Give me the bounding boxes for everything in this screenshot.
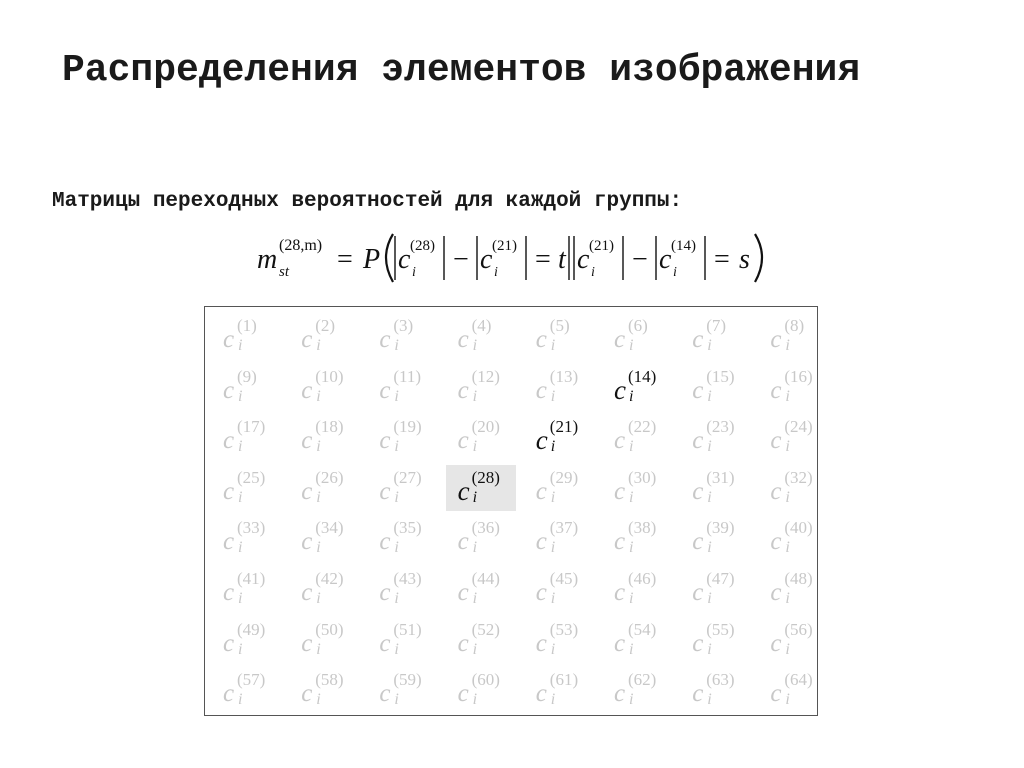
grid-cell-subscript: i [394,438,399,456]
grid-cell-index: (40) [784,518,813,538]
slide-subtitle: Матрицы переходных вероятностей для каждой группы: [52,190,683,213]
grid-cell-index: (41) [237,569,266,588]
grid-cell-symbol: c [770,326,782,353]
grid-cell-index: (35) [393,518,422,538]
grid-cell [758,313,828,359]
grid-cell-index: (44) [471,569,500,588]
slide-title: Распределения элементов изображения [62,49,861,92]
grid-cell-subscript: i [707,438,712,456]
grid-cell-subscript: i [316,539,321,557]
grid-cell-symbol: c [692,629,704,657]
grid-cell-symbol: c [457,579,469,606]
grid-cell-subscript: i [707,590,712,607]
grid-cell-index: (27) [393,467,422,487]
grid-cell-index: (55) [706,619,735,639]
grid-cell-index: (43) [393,569,422,588]
grid-cell-subscript: i [394,640,399,658]
grid-cell-symbol: c [535,477,547,505]
grid-cell [602,566,672,612]
grid-cell-subscript: i [785,488,790,506]
grid-cell-symbol: c [692,477,704,505]
grid-cell-subscript: i [238,438,243,456]
grid-cell-index: (30) [628,467,657,487]
grid-cell-symbol: c [379,427,391,455]
grid-cell-subscript: i [707,337,712,354]
grid-cell [367,414,437,460]
grid-cell-symbol: c [692,528,704,556]
grid-cell-index: (48) [784,569,813,588]
grid-cell-index: (32) [784,467,813,487]
grid-cell [524,465,594,511]
grid-cell-index: (53) [549,619,579,639]
grid-cell-subscript: i [472,691,478,709]
grid-cell-subscript: i [472,438,478,456]
grid-cell-subscript: i [394,691,399,709]
grid-cell-symbol: c [223,528,235,556]
grid-cell-subscript: i [629,640,634,658]
grid-cell [680,566,750,612]
grid-cell-subscript: i [394,337,399,354]
grid-cell-symbol: c [457,475,470,506]
grid-cell-subscript: i [629,488,634,506]
grid-cell-index: (2) [315,316,336,335]
grid-cell-symbol: c [692,427,704,455]
grid-cell-symbol: c [379,477,391,505]
grid-cell-symbol: c [770,427,782,455]
grid-cell-index: (26) [315,467,344,487]
grid-cell [758,414,828,460]
formula-index-21b: (21) [589,238,614,254]
grid-cell-subscript: i [707,640,712,658]
grid-cell-symbol: c [692,376,704,404]
grid-cell-index: (20) [471,417,500,437]
grid-cell-index: (15) [706,366,735,386]
formula-s: s [739,244,750,275]
formula-index-14: (14) [671,238,696,254]
grid-cell-index: (50) [315,619,344,639]
grid-cell-index: (63) [706,670,735,690]
grid-cell [367,515,437,561]
grid-cell [524,566,594,612]
grid-cell-index: (39) [706,518,735,538]
grid-cell-symbol: c [301,376,313,404]
formula-i-3: i [591,265,595,280]
grid-cell-index: (3) [393,316,414,335]
transition-probability-formula [255,226,775,288]
grid-cell-symbol: c [301,477,313,505]
grid-cell [758,566,828,612]
grid-cell-symbol: c [223,477,235,505]
grid-cell-symbol: c [614,477,626,505]
grid-cell-symbol: c [614,374,626,405]
grid-cell-symbol: c [535,629,547,657]
grid-cell [446,414,516,460]
grid-cell-subscript: i [238,488,243,506]
grid-cell [602,364,672,410]
grid-cell-index: (46) [628,569,657,588]
grid-cell-symbol: c [457,528,469,556]
formula-m-superscript: (28,m) [279,237,323,254]
grid-cell-symbol: c [379,629,391,657]
grid-cell-symbol: c [614,528,626,556]
grid-cell-symbol: c [301,629,313,657]
grid-cell [446,566,516,612]
grid-cell [602,617,672,663]
grid-cell [367,566,437,612]
grid-cell-symbol: c [379,376,391,404]
grid-cell-subscript: i [394,488,399,506]
grid-cell-index: (45) [549,569,579,588]
grid-cell-symbol: c [535,326,547,353]
grid-cell-index: (60) [471,670,500,690]
formula-m: m [257,244,278,275]
grid-cell-index: (22) [628,417,657,437]
grid-cell-index: (25) [237,467,266,487]
grid-cell [289,515,359,561]
grid-cell-symbol: c [692,680,704,708]
grid-cell-subscript: i [550,590,556,607]
grid-cell-symbol: c [457,376,469,404]
grid-cell-subscript: i [238,387,243,405]
grid-cell-index: (52) [471,619,500,639]
grid-cell [680,313,750,359]
grid-cell [367,313,437,359]
grid-cell-subscript: i [707,539,712,557]
grid-cell-subscript: i [472,337,478,354]
grid-cell-subscript: i [550,691,556,709]
grid-cell-subscript: i [785,590,790,607]
formula-c-1: c [398,244,411,275]
grid-cell-index: (24) [784,417,813,437]
grid-cell-index: (33) [237,518,266,538]
pixel-grid-panel [204,306,818,716]
grid-cell-subscript: i [707,387,712,405]
grid-cell-symbol: c [535,425,548,456]
grid-cell-index: (14) [628,366,657,386]
grid-cell-index: (13) [549,366,579,386]
grid-cell [446,515,516,561]
grid-cell [367,617,437,663]
grid-cell-subscript: i [629,590,634,607]
grid-cell-symbol: c [379,680,391,708]
grid-cell [758,364,828,410]
grid-cell-subscript: i [238,640,243,658]
grid-cell-subscript: i [238,691,243,709]
grid-cell-subscript: i [550,640,556,658]
grid-cell-symbol: c [614,326,626,353]
grid-cell-index: (17) [237,417,266,437]
grid-cell-symbol: c [770,528,782,556]
grid-cell-subscript: i [316,590,321,607]
grid-cell-symbol: c [535,579,547,606]
grid-cell-index: (47) [706,569,735,588]
formula-minus-2: − [632,244,648,275]
grid-cell-symbol: c [223,326,235,353]
grid-cell [524,515,594,561]
grid-cell-symbol: c [457,326,469,353]
grid-cell-subscript: i [785,539,790,557]
formula-minus-1: − [453,244,469,275]
grid-cell-symbol: c [535,680,547,708]
grid-cell [758,617,828,663]
grid-cell [602,667,672,713]
grid-cell-symbol: c [614,680,626,708]
grid-cell-index: (1) [237,316,257,335]
grid-cell [602,414,672,460]
grid-cell-subscript: i [472,539,478,557]
grid-cell-subscript: i [472,640,478,658]
grid-cell-index: (64) [784,670,813,690]
grid-cell [524,617,594,663]
grid-cell [367,364,437,410]
grid-cell-symbol: c [223,629,235,657]
grid-cell-symbol: c [457,680,469,708]
grid-cell-subscript: i [550,387,556,405]
grid-cell [289,414,359,460]
grid-cell-index: (8) [784,316,805,335]
grid-cell-symbol: c [614,427,626,455]
grid-cell [211,364,281,410]
grid-cell-index: (62) [628,670,657,690]
grid-cell-index: (38) [628,518,657,538]
grid-cell-subscript: i [472,387,478,405]
grid-cell-index: (10) [315,366,344,386]
grid-cell [446,313,516,359]
grid-cell-subscript: i [785,387,790,405]
grid-cell-subscript: i [472,488,478,506]
grid-cell-index: (29) [549,467,579,487]
formula-P: P [363,244,381,275]
grid-cell [680,515,750,561]
grid-cell-index: (23) [706,417,735,437]
grid-cell [524,364,594,410]
grid-cell-symbol: c [692,326,704,353]
grid-cell-index: (12) [471,366,500,386]
grid-cell-symbol: c [770,376,782,404]
formula-i-4: i [673,265,677,280]
grid-cell-index: (61) [549,670,579,690]
grid-cell-symbol: c [379,528,391,556]
grid-cell-symbol: c [535,376,547,404]
grid-cell-symbol: c [770,477,782,505]
formula-i-2: i [494,265,498,280]
grid-cell [367,465,437,511]
grid-cell-subscript: i [316,387,321,405]
grid-cell-index: (19) [393,417,422,437]
grid-cell-symbol: c [223,427,235,455]
formula-equals-2: = [535,244,551,275]
grid-cell-subscript: i [785,640,790,658]
grid-cell [289,617,359,663]
grid-cell [680,617,750,663]
grid-cell [211,414,281,460]
grid-cell-symbol: c [223,579,235,606]
grid-cell-index: (37) [549,518,579,538]
grid-cell [680,414,750,460]
grid-cell-symbol: c [535,528,547,556]
formula-equals-1: = [337,244,353,275]
grid-cell-symbol: c [770,680,782,708]
grid-cell [446,667,516,713]
grid-cell-subscript: i [629,337,634,354]
grid-cell-subscript: i [238,337,243,354]
grid-cell-subscript: i [550,488,556,506]
grid-cell-index: (7) [706,316,727,335]
grid-cell-index: (6) [628,316,648,335]
grid-cell-subscript: i [394,590,399,607]
grid-cell-index: (49) [237,619,266,639]
grid-cell-subscript: i [316,337,321,354]
grid-cell-symbol: c [301,680,313,708]
grid-cell [602,313,672,359]
grid-cell [758,667,828,713]
grid-cell-index: (58) [315,670,344,690]
grid-cell [211,617,281,663]
grid-cell-symbol: c [301,427,313,455]
grid-cell [289,313,359,359]
grid-cell-subscript: i [394,387,399,405]
grid-cell [602,515,672,561]
formula-i-1: i [412,265,416,280]
grid-cell-symbol: c [457,629,469,657]
grid-cell-subscript: i [629,438,634,456]
grid-cell-subscript: i [629,691,634,709]
grid-cell-symbol: c [614,579,626,606]
grid-cell-index: (16) [784,366,813,386]
grid-cell [524,414,594,460]
formula-t: t [558,244,566,275]
grid-cell-subscript: i [394,539,399,557]
formula-equals-3: = [714,244,730,275]
grid-cell-subscript: i [629,539,634,557]
grid-cell-subscript: i [785,438,790,456]
grid-cell-index: (11) [393,366,422,386]
grid-cell [211,667,281,713]
formula-c-3: c [577,244,590,275]
grid-cell-index: (28) [471,467,500,487]
grid-cell-subscript: i [550,539,556,557]
grid-cell-symbol: c [301,579,313,606]
grid-cell-symbol: c [223,376,235,404]
grid-cell-index: (56) [784,619,813,639]
grid-cell [446,465,516,511]
grid-cell-subscript: i [472,590,478,607]
grid-cell [680,465,750,511]
grid-cell-symbol: c [457,427,469,455]
grid-cell-symbol: c [379,579,391,606]
grid-cell-subscript: i [550,438,556,456]
grid-cell [680,667,750,713]
grid-cell [289,667,359,713]
grid-cell-subscript: i [316,640,321,658]
grid-cell [211,313,281,359]
grid-cell-symbol: c [770,629,782,657]
grid-cell-symbol: c [614,629,626,657]
formula-m-subscript: st [279,264,290,280]
grid-cell [289,566,359,612]
formula-c-4: c [659,244,672,275]
grid-cell-index: (42) [315,569,344,588]
grid-cell-index: (57) [237,670,266,690]
grid-cell-index: (59) [393,670,422,690]
grid-cell [524,313,594,359]
grid-cell-symbol: c [692,579,704,606]
grid-cell-subscript: i [785,691,790,709]
grid-cell-subscript: i [316,438,321,456]
grid-cell-symbol: c [301,528,313,556]
grid-cell [758,515,828,561]
grid-cell [602,465,672,511]
grid-cell-index: (54) [628,619,657,639]
grid-cell [211,515,281,561]
grid-cell [758,465,828,511]
grid-cell [524,667,594,713]
grid-cell [289,465,359,511]
grid-cell-index: (21) [549,417,579,437]
grid-cell-symbol: c [379,326,391,353]
grid-cell-subscript: i [238,539,243,557]
grid-cell-index: (5) [549,316,570,335]
grid-cell [446,364,516,410]
grid-cell-subscript: i [707,488,712,506]
formula-c-2: c [480,244,493,275]
grid-cell-subscript: i [316,691,321,709]
grid-cell-symbol: c [301,326,313,353]
grid-cell-index: (36) [471,518,500,538]
grid-cell-subscript: i [550,337,556,354]
grid-cell [211,566,281,612]
formula-left-paren [386,234,393,282]
grid-cell-subscript: i [707,691,712,709]
grid-cell [446,617,516,663]
grid-cell [680,364,750,410]
formula-index-28: (28) [410,238,435,254]
grid-cell [289,364,359,410]
grid-cell-subscript: i [785,337,790,354]
grid-cell-index: (18) [315,417,344,437]
grid-cell-symbol: c [223,680,235,708]
formula-index-21: (21) [492,238,517,254]
grid-cell-symbol: c [770,579,782,606]
grid-cell-index: (34) [315,518,344,538]
grid-cell-index: (51) [393,619,422,639]
grid-cell [211,465,281,511]
grid-cell-index: (4) [471,316,492,335]
grid-cell-index: (31) [706,467,735,487]
grid-cell-subscript: i [316,488,321,506]
grid-cell-subscript: i [629,387,634,405]
formula-right-paren [755,234,762,282]
grid-cell-subscript: i [238,590,243,607]
grid-cell-index: (9) [237,366,257,386]
grid-cell [367,667,437,713]
